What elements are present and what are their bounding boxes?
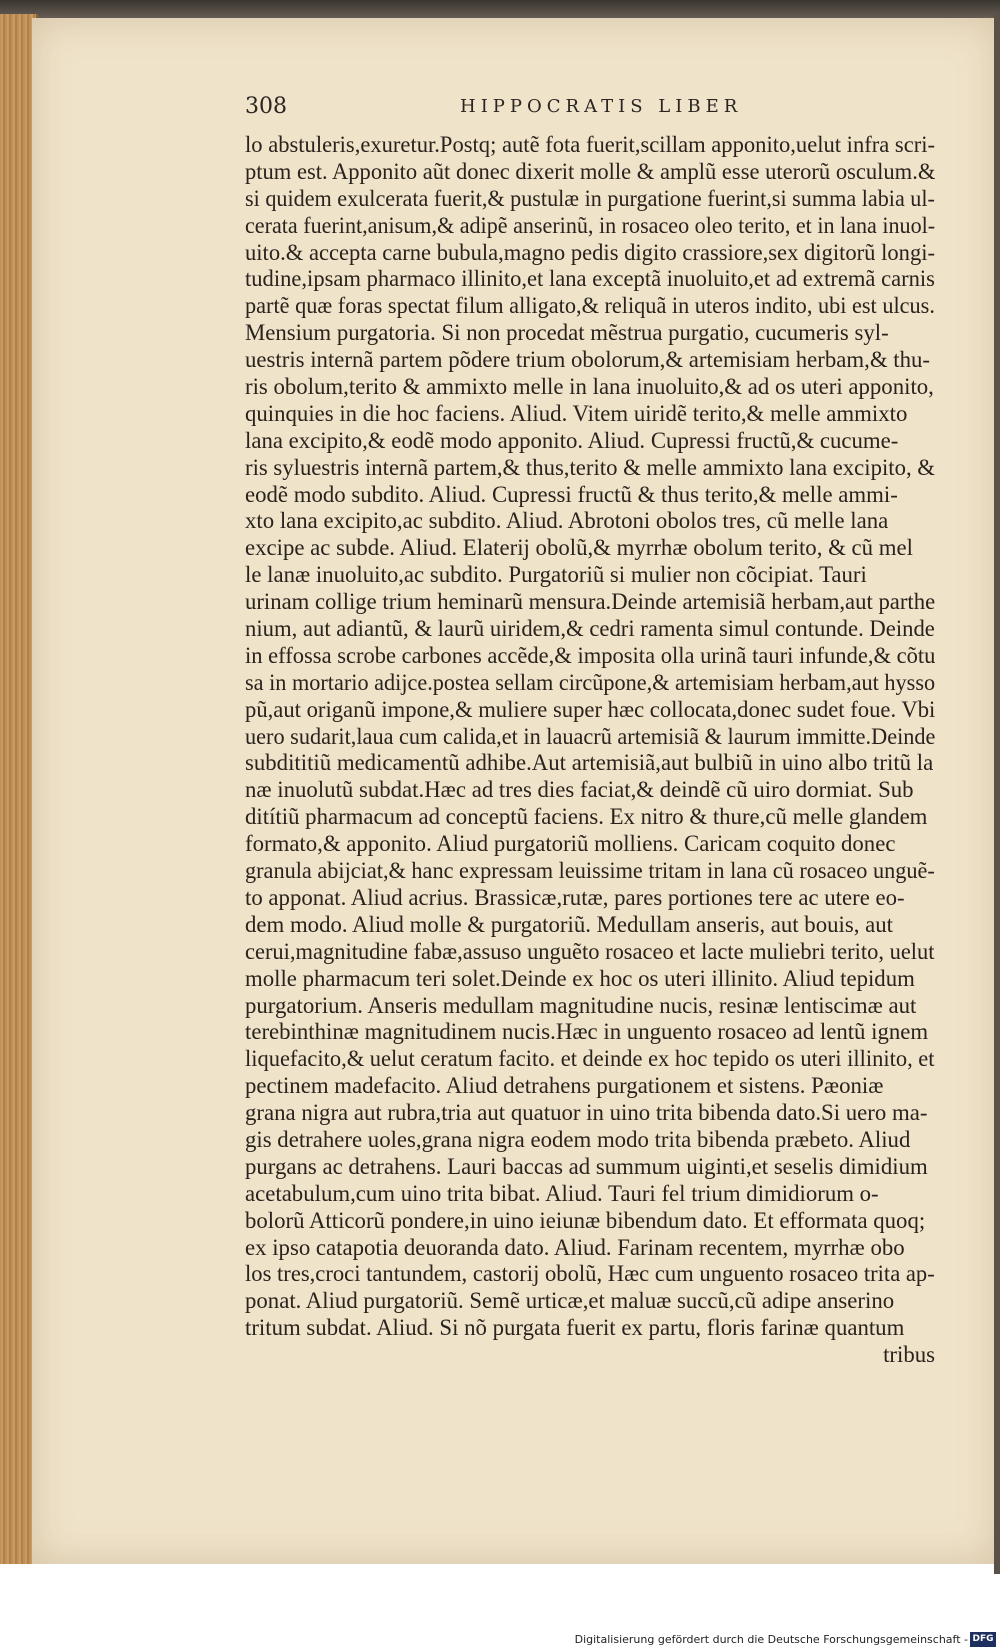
text-line: nium, aut adiantũ, & laurũ uiridem,& cedri ramenta simul contunde. Deinde (245, 616, 935, 642)
text-line: formato,& apponito. Aliud purgatoriũ molliens. Caricam coquito donec (245, 831, 896, 857)
text-line: uestris internã partem põdere trium obolorum,& artemisiam herbam,& thu- (245, 347, 930, 373)
scanner-bar (0, 0, 1000, 20)
page-number: 308 (245, 94, 287, 119)
text-line: urinam collige trium heminarũ mensura.Deinde artemisiã herbam,aut parthe (245, 589, 936, 615)
text-line: Mensium purgatoria. Si non procedat mẽstrua purgatio, cucumeris syl- (245, 320, 889, 346)
dfg-credit: Digitalisierung gefördert durch die Deutsche Forschungsgemeinschaft - (574, 1633, 968, 1646)
text-line: to apponat. Aliud acrius. Brassicæ,rutæ, pares portiones tere ac utere eo- (245, 884, 905, 910)
text-block (245, 132, 935, 1369)
text-line: excipe ac subde. Aliud. Elaterij obolũ,& myrrhæ obolum terito, & cũ mel (245, 535, 913, 561)
text-line: xto lana excipito,ac subdito. Aliud. Abrotoni obolos tres, cũ melle lana (245, 508, 889, 534)
text-line: quinquies in die hoc faciens. Aliud. Vitem uiridẽ terito,& melle ammixto (245, 400, 908, 426)
text-line: purgans ac detrahens. Lauri baccas ad summum uiginti,et seselis dimidium (245, 1153, 928, 1179)
page-right-edge (994, 14, 1000, 1574)
text-line: tudine,ipsam pharmaco illinito,et lana exceptã inuoluito,et ad extremã carnis (245, 266, 935, 292)
text-line: bolorũ Atticorũ pondere,in uino ieiunæ bibendum dato. Et efformata quoq; (245, 1207, 926, 1233)
catchword: tribus (883, 1342, 935, 1368)
text-line: si quidem exulcerata fuerit,& pustulæ in purgatione fuerint,si summa labia ul- (245, 185, 935, 211)
text-line: ris obolum,terito & ammixto melle in lana inuoluito,& ad os uteri apponito, (245, 374, 934, 400)
text-line: le lanæ inuoluito,ac subdito. Purgatoriũ si mulier non cõcipiat. Tauri (245, 562, 867, 588)
running-head: HIPPOCRATIS LIBER (460, 96, 743, 117)
text-line: sa in mortario adijce.postea sellam circũpone,& artemisiam herbam,aut hysso (245, 669, 936, 695)
text-line: acetabulum,cum uino trita bibat. Aliud. Tauri fel trium dimidiorum o- (245, 1180, 879, 1206)
text-line: pectinem madefacito. Aliud detrahens purgationem et sistens. Pæoniæ (245, 1073, 884, 1099)
text-line: grana nigra aut rubra,tria aut quatuor in uino trita bibenda dato.Si uero ma- (245, 1100, 928, 1126)
footer (0, 1632, 1000, 1650)
text-line: liquefacito,& uelut ceratum facito. et deinde ex hoc tepido os uteri illinito, et (245, 1046, 935, 1072)
text-line: purgatorium. Anseris medullam magnitudine nucis, resinæ lentisсimæ aut (245, 992, 917, 1018)
text-line: in effossa scrobe carbones accẽde,& imposita olla urinã tauri infunde,& cõtu (245, 642, 936, 668)
text-line: terebinthinæ magnitudinem nucis.Hæc in unguento rosaceo ad lentũ ignem (245, 1019, 929, 1045)
text-line: ex ipso catapotia deuoranda dato. Aliud. Farinam recentem, myrrhæ obo (245, 1234, 905, 1260)
text-line: ponat. Aliud purgatoriũ. Semẽ urticæ,et maluæ succũ,cũ adipe anserino (245, 1288, 895, 1314)
text-line: næ inuolutũ subdat.Hæc ad tres dies faciat,& deindẽ cũ uiro dormiat. Sub (245, 777, 914, 803)
text-line: subdititiũ medicamentũ adhibe.Aut artemisiã,aut bulbiũ in uino albo tritũ la (245, 750, 934, 776)
text-line: lo abstuleris,exuretur.Postq; autẽ fota fuerit,scillam apponito,uelut infra scri- (245, 132, 936, 157)
text-line: eodẽ modo subdito. Aliud. Cupressi fructũ & thus terito,& melle ammi- (245, 481, 898, 507)
text-line: gis detrahere uoles,grana nigra eodem modo trita bibenda præbeto. Aliud (245, 1126, 911, 1152)
page-header (245, 94, 945, 124)
text-line: partẽ quæ foras spectat filum alligato,& reliquã in uteros indito, ubi est ulcus. (245, 293, 935, 319)
text-line: tritum subdat. Aliud. Si nõ purgata fuerit ex partu, floris farinæ quantum (245, 1315, 905, 1341)
text-line: pũ,aut origanũ impone,& muliere super hæc collocata,donec sudet foue. Vbi (245, 696, 936, 722)
text-line: cerui,magnitudine fabæ,assuso unguẽto rosaceo et lacte muliebri terito, uelut (245, 938, 935, 964)
text-line: granula abijciat,& hanc expressam leuissime tritam in lana cũ rosaceo unguẽ- (245, 858, 935, 884)
text-line: dem modo. Aliud molle & purgatoriũ. Medullam anseris, aut bouis, aut (245, 911, 893, 937)
text-line: ris syluestris internã partem,& thus,terito & melle ammixto lana excipito, & (245, 454, 935, 480)
text-line: uito.& accepta carne bubula,magno pedis digito crassiore,sex digitorũ longi- (245, 239, 936, 265)
text-line: ptum est. Apponito aũt donec dixerit molle & amplũ esse uterorũ osculum.& (245, 158, 936, 184)
text-line: lana excipito,& eodẽ modo apponito. Aliud. Cupressi fructũ,& cucume- (245, 427, 899, 453)
dfg-logo: DFG (970, 1632, 996, 1647)
text-line: los tres,croci tantundem, castorij obolũ, Hæc cum unguento rosaceo trita ap- (245, 1261, 935, 1287)
text-line: ditítiũ pharmacum ad conceptũ faciens. Ex nitro & thure,cũ melle glandem (245, 804, 928, 830)
text-line: molle pharmacum teri solet.Deinde ex hoc os uteri illinito. Aliud tepidum (245, 965, 915, 991)
text-line: cerata fuerint,anisum,& adipẽ anserinũ, in rosaceo oleo terito, et in lana inuol- (245, 212, 936, 238)
text-line: uero sudarit,laua cum calida,et in lauacrũ artemisiã & laurum immitte.Deinde (245, 723, 936, 749)
